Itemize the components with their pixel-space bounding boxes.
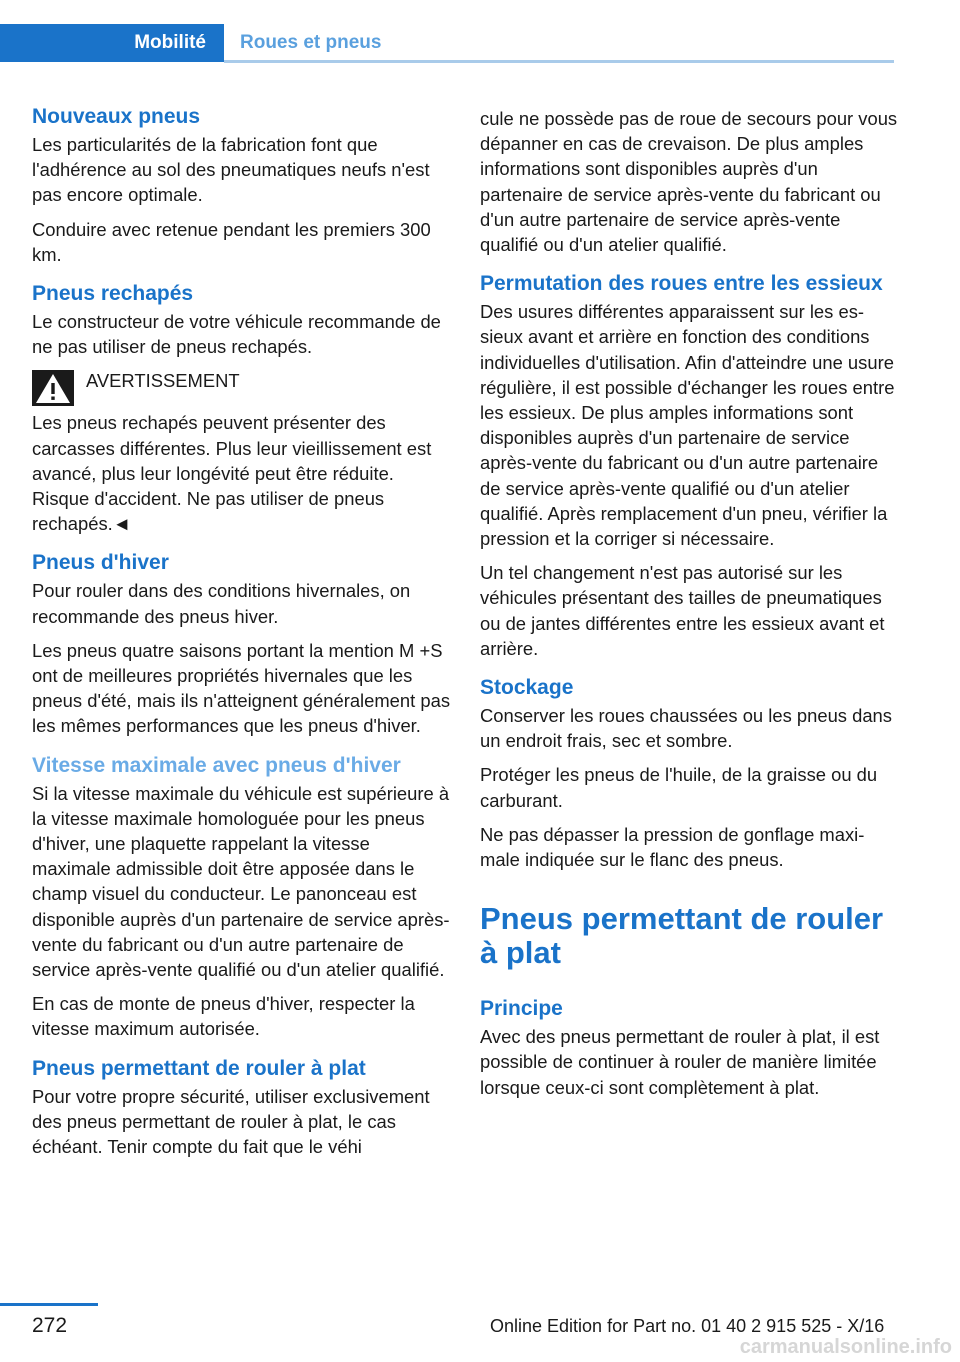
heading-winter-tyres: Pneus d'hiver xyxy=(32,551,169,575)
paragraph: Des usures différentes apparaissent sur les essieux avant et arrière en fonction des conditions individuelles d'utilisation. Afin d'atteindre une usure régulière, il est possible d'échanger les roues entre les essieux. De plus amples informations sont disponibles auprès d'un partenaire de service après-vente du fabricant ou d'un autre partenaire de service après-vente qualifié ou d'un atelier qualifié. Après remplacement d'un pneu, vérifier la pression et la corriger si nécessaire. xyxy=(480,301,895,550)
paragraph: Conduire avec retenue pendant les premiers 300 km. xyxy=(32,218,431,265)
section-new-tyres xyxy=(32,104,450,267)
section-run-flat-left xyxy=(32,1056,450,1160)
paragraph: Protéger les pneus de l'huile, de la graisse ou du carburant. xyxy=(480,764,878,811)
paragraph: Avec des pneus permettant de rouler à plat, il est possible de continuer à rouler de manière limitée lorsque ceux-ci sont complètement à plat. xyxy=(480,1026,880,1098)
section-retreaded-tyres xyxy=(32,281,450,536)
warning-title: AVERTISSEMENT xyxy=(86,370,240,392)
heading-wheel-rotation: Permutation des roues entre les essieux xyxy=(480,272,883,296)
heading-retreaded-tyres: Pneus rechapés xyxy=(32,282,194,306)
section-max-speed-winter xyxy=(32,753,450,1042)
section-wheel-rotation xyxy=(480,271,898,661)
paragraph: Ne pas dépasser la pression de gonflage maximale indiquée sur le flanc des pneus. xyxy=(480,823,865,871)
section-run-flat-continued xyxy=(480,106,898,257)
heading-storage: Stockage xyxy=(480,676,574,700)
heading-run-flat: Pneus permettant de rouler à plat xyxy=(32,1056,366,1080)
page-number: 272 xyxy=(32,1314,68,1337)
right-column xyxy=(480,106,898,1114)
warning-triangle-icon xyxy=(32,370,74,406)
paragraph: Conserver les roues chaussées ou les pneus dans un endroit frais, sec et sombre. xyxy=(480,705,892,752)
header-divider xyxy=(224,60,894,63)
paragraph: Pour rouler dans des conditions hivernales, on recommande des pneus hiver. xyxy=(32,580,411,627)
paragraph: Le constructeur de votre véhicule recommande de ne pas utiliser de pneus rechapés. xyxy=(32,311,441,358)
left-column xyxy=(32,104,450,1173)
paragraph: Si la vitesse maximale du véhicule est supérieure à la vitesse maximale homologuée pour les pneus d'hiver, une plaquette rappelant la vitesse maximale admissible doit être apposée dans le champ visuel du conducteur. Le panonceau est disponible auprès d'un partenaire de service après-vente du fabricant ou d'un autre partenaire de service après-vente qualifié ou d'un atelier qualifié. xyxy=(32,782,450,981)
edition-note: Online Edition for Part no. 01 40 2 915 525 - X/16 xyxy=(490,1316,885,1336)
section-principle xyxy=(480,996,898,1100)
paragraph: Pour votre propre sécurité, utiliser exclusivement des pneus permettant de rouler à plat, le cas échéant. Tenir compte du fait que le véhi xyxy=(32,1085,430,1158)
paragraph: Les pneus quatre saisons portant la mention M +S ont de meilleures propriétés hivernales que les pneus d'été, mais ils n'atteignent généralement pas les mêmes performances que les pneus d'hiver. xyxy=(32,639,451,737)
footer-divider xyxy=(0,1303,98,1306)
chapter-title: Roues et pneus xyxy=(240,32,382,53)
section-winter-tyres xyxy=(32,550,450,738)
heading-new-tyres: Nouveaux pneus xyxy=(32,105,201,128)
paragraph: En cas de monte de pneus d'hiver, respecter la vitesse maximum autorisée. xyxy=(32,993,415,1040)
watermark: carmanualsonline.info xyxy=(739,1336,952,1358)
section-tab: Mobilité xyxy=(0,24,224,62)
heading-principle: Principe xyxy=(480,997,563,1021)
paragraph: cule ne possède pas de roue de secours pour vous dépanner en cas de crevaison. De plus amples informations sont disponibles auprès d'un partenaire de service après-vente du fabricant ou d'un autre partenaire de service après-vente qualifié ou d'un atelier qualifié. xyxy=(480,108,898,256)
warning-box xyxy=(32,368,450,406)
warning-text: Les pneus rechapés peuvent présenter des carcasses différentes. Plus leur vieillissement est avancé, plus leur longévité peut être réduite. Risque d'accident. Ne pas utiliser de pneus rechapés.◄ xyxy=(32,412,432,535)
section-storage xyxy=(480,675,898,872)
paragraph: Un tel changement n'est pas autorisé sur les véhicules présentant des tailles de pneumatiques ou de jantes différentes entre les essieux avant et arrière. xyxy=(480,562,885,659)
paragraph: Les particularités de la fabrication font que l'adhérence au sol des pneumatiques neufs n'est pas encore optimale. xyxy=(32,134,430,206)
main-heading-run-flat: Pneus permettant de rouler à plat xyxy=(480,901,884,971)
heading-max-speed-winter: Vitesse maximale avec pneus d'hiver xyxy=(32,753,401,777)
